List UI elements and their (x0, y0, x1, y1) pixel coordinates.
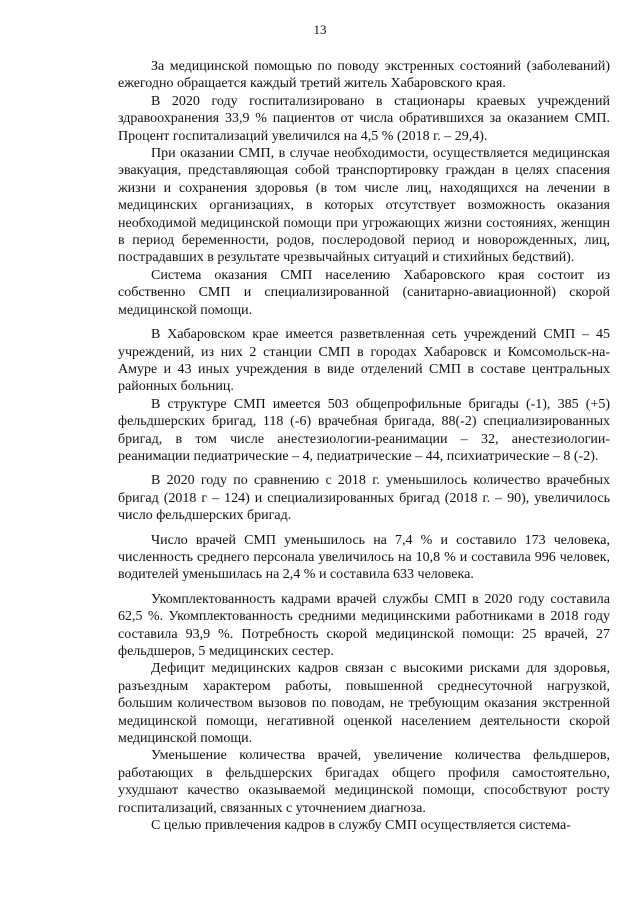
page-body (118, 58, 610, 834)
paragraph: В 2020 году по сравнению с 2018 г. уменьшилось количество врачебных бригад (2018 г – 124) и специализированных бригад (2018 г. – 90), увеличилось число фельдшерских бригад. (118, 473, 610, 524)
paragraph: Дефицит медицинских кадров связан с высокими рисками для здоровья, разъездным характером работы, повышенной среднесуточной нагрузкой, большим количеством вызовов по поводам, не требующим оказания экстренной медицинской помощи, негативной оценкой населением деятельности скорой медицинской помощи. (118, 661, 610, 747)
paragraph: В 2020 году госпитализировано в стационары краевых учреждений здравоохранения 33,9 % пациентов от числа обратившихся за оказанием СМП. Процент госпитализаций увеличился на 4,5 % (2018 г. – 29,4). (118, 93, 610, 144)
paragraph: С целью привлечения кадров в службу СМП осуществляется система- (151, 818, 571, 834)
paragraph: Уменьшение количества врачей, увеличение количества фельдшеров, работающих в фельдшерских бригадах общего профиля самостоятельно, ухудшают качество оказываемой медицинской помощи, способствуют росту госпитализаций, связанных с уточнением диагноза. (118, 748, 610, 816)
page-number: 13 (313, 22, 327, 37)
paragraph: Число врачей СМП уменьшилось на 7,4 % и составило 173 человека, численность среднего персонала увеличилось на 10,8 % и составила 996 человек, водителей уменьшилась на 2,4 % и составила 633 человека. (118, 532, 610, 583)
paragraph: Укомплектованность кадрами врачей службы СМП в 2020 году составила 62,5 %. Укомплектованность средними медицинскими работниками в 2018 году составила 93,9 %. Потребность скорой медицинской помощи: 25 врачей, 27 фельдшеров, 5 медицинских сестер. (118, 591, 610, 659)
paragraph: В структуре СМП имеется 503 общепрофильные бригады (-1), 385 (+5) фельдшерских бригад, 118 (-6) врачебная бригада, 88(-2) специализированных бригад, в том числе анестезиологии-реанимации – 32, анестезиологии-реанимации педиатрические – 4, педиатрические – 44, психиатрические – 8 (-2). (118, 396, 610, 464)
paragraph: Система оказания СМП населению Хабаровского края состоит из собственно СМП и специализированной (санитарно-авиационной) скорой медицинской помощи. (118, 267, 610, 318)
paragraph: За медицинской помощью по поводу экстренных состояний (заболеваний) ежегодно обращается каждый третий житель Хабаровского края. (118, 59, 610, 92)
paragraph: В Хабаровском крае имеется разветвленная сеть учреждений СМП – 45 учреждений, из них 2 станции СМП в городах Хабаровск и Комсомольск-на-Амуре и 43 иных учреждения в виде отделений СМП в составе центральных районных больниц. (118, 327, 610, 395)
paragraph: При оказании СМП, в случае необходимости, осуществляется медицинская эвакуация, представляющая собой транспортировку граждан в целях спасения жизни и сохранения здоровья (в том числе лиц, находящихся на лечении в медицинских организациях, в которых отсутствует возможность оказания необходимой медицинской помощи при угрожающих жизни состояниях, женщин в период беременности, родов, послеродовой период и новорожденных, лиц, пострадавших в результате чрезвычайных ситуаций и стихийных бедствий). (118, 146, 610, 266)
